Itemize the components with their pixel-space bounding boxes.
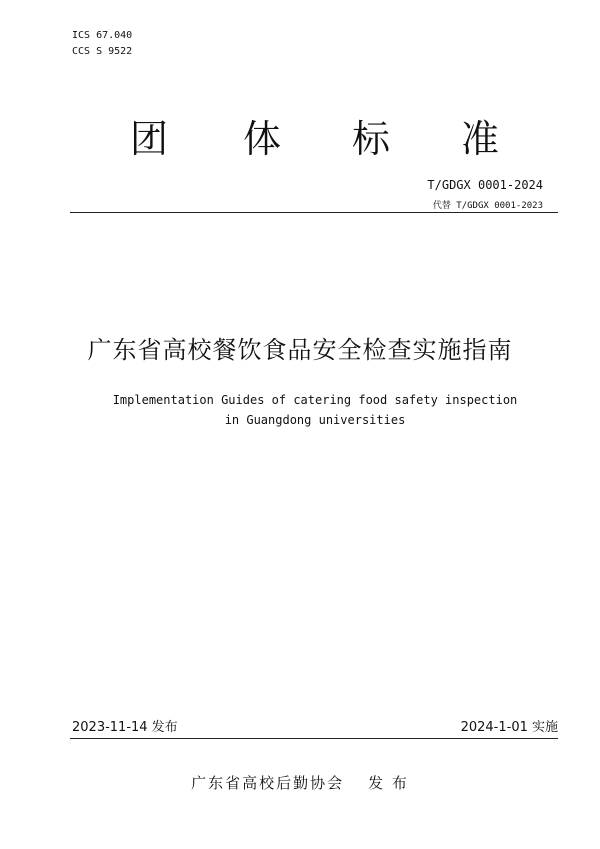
ccs-code: CCS S 9522 (72, 46, 133, 57)
document-title-en-line2: in Guangdong universities (224, 413, 406, 427)
implement-date: 2024-1-01 实施 (460, 720, 558, 735)
standard-type-char: 标 (352, 117, 391, 161)
publisher-name: 广东省高校后勤协会 (191, 774, 345, 792)
standard-code: T/GDGX 0001-2024 (427, 178, 543, 192)
standard-type-char: 团 (130, 117, 169, 161)
publisher-action: 发 布 (368, 774, 409, 792)
header-divider (70, 212, 558, 213)
standard-type-heading (0, 114, 600, 164)
document-title-en (0, 390, 600, 430)
standard-type-char: 体 (243, 117, 282, 161)
document-title-en-line1: Implementation Guides of catering food safety inspection (112, 393, 518, 407)
ics-code: ICS 67.040 (72, 30, 133, 41)
publish-date: 2023-11-14 发布 (72, 720, 178, 735)
footer-divider (70, 738, 558, 739)
publisher-line (0, 773, 600, 793)
document-title-zh: 广东省高校餐饮食品安全检查实施指南 (87, 336, 513, 364)
standard-type-char: 准 (461, 117, 500, 161)
replaces-code: 代替 T/GDGX 0001-2023 (432, 201, 543, 211)
